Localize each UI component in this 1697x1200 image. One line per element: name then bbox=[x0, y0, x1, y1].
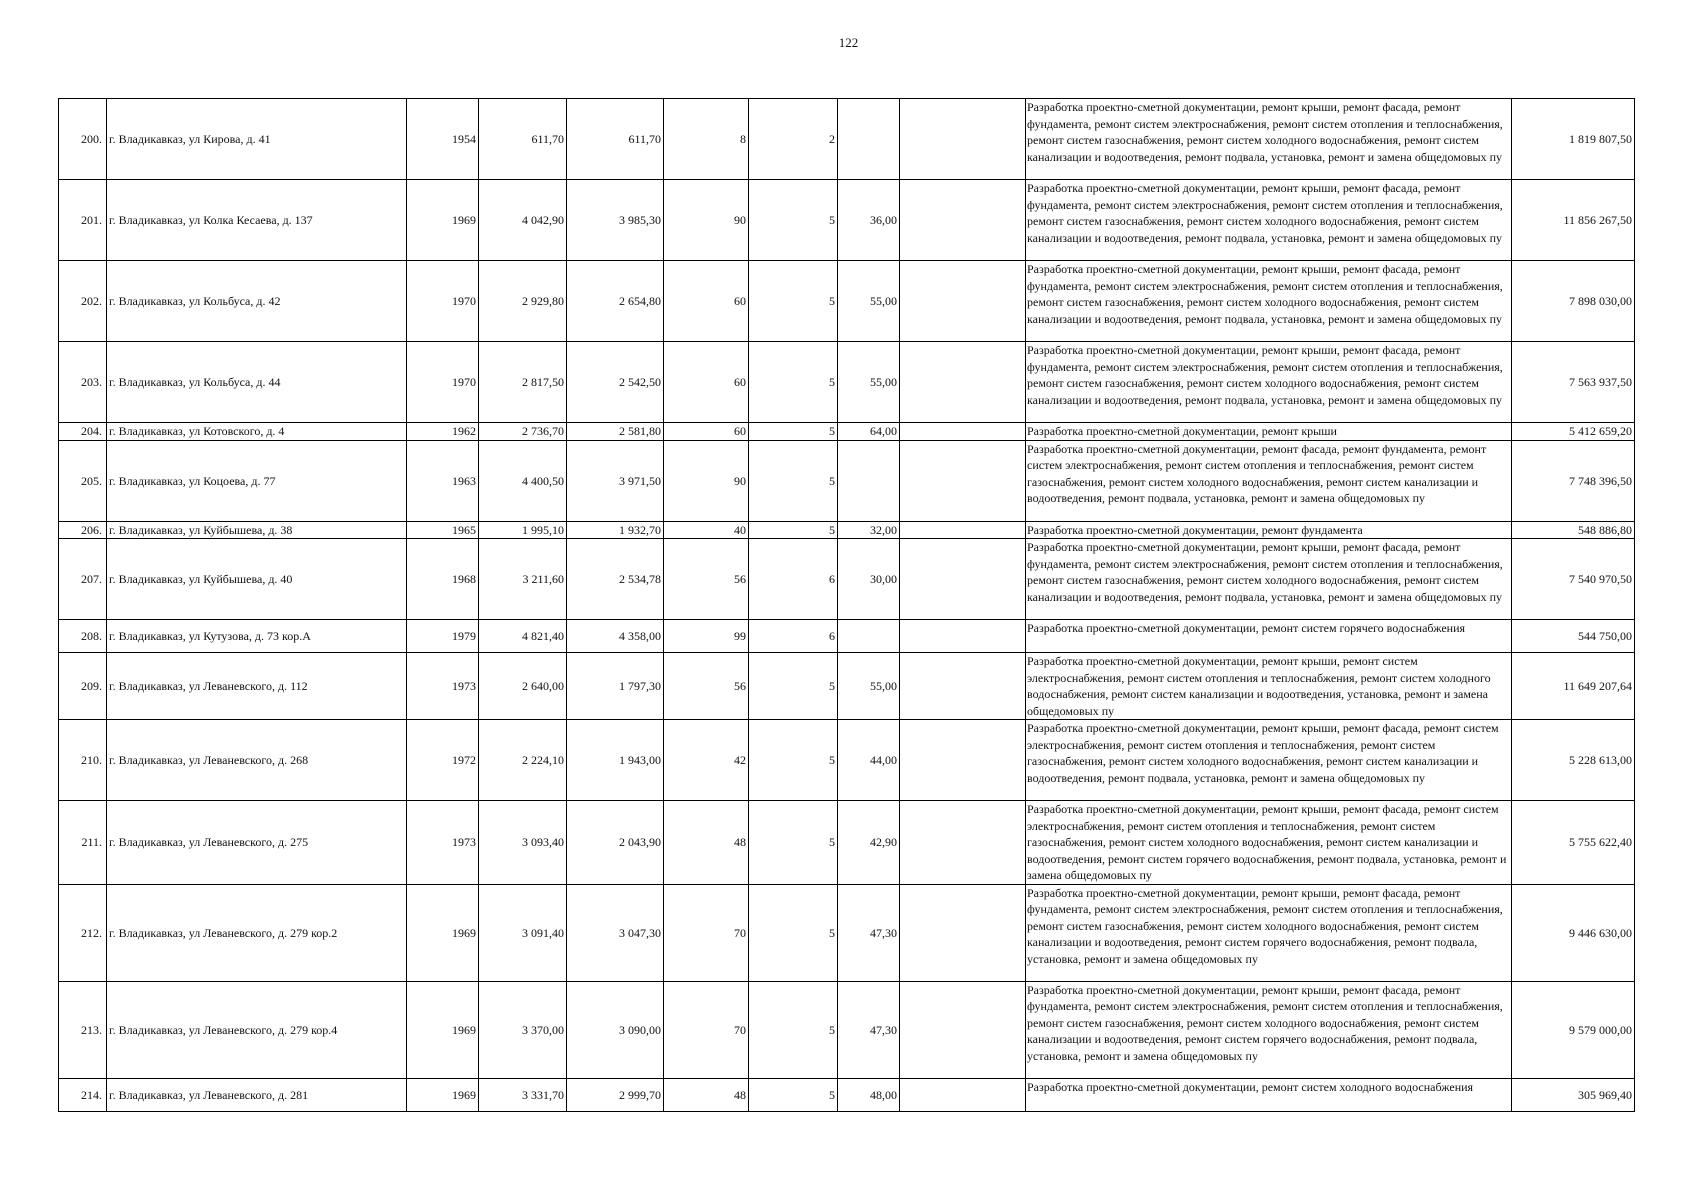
total-area-cell: 1 995,10 bbox=[479, 521, 567, 539]
address-cell: г. Владикавказ, ул Леваневского, д. 112 bbox=[107, 653, 407, 720]
repair-cost-cell: 11 649 207,64 bbox=[1512, 653, 1635, 720]
residents-count-cell: 48 bbox=[664, 801, 749, 885]
works-list-cell: Разработка проектно-сметной документации, ремонт систем холодного водоснабжения bbox=[1026, 1078, 1512, 1111]
works-list-cell: Разработка проектно-сметной документации, ремонт крыши, ремонт фасада, ремонт фундамента, ремонт систем электроснабжения, ремонт систем отопления и теплоснабжения, ремонт систем газоснабжения, ремонт систем холодного водоснабжения, ремонт систем канализации и водоотведения, ремонт подвала, установка, ремонт и замена общедомовых пу bbox=[1026, 261, 1512, 342]
repair-cost-cell: 11 856 267,50 bbox=[1512, 180, 1635, 261]
extra-value-cell bbox=[900, 521, 1026, 539]
total-area-cell: 2 224,10 bbox=[479, 720, 567, 801]
floors-count-cell: 6 bbox=[749, 539, 838, 620]
wear-percent-cell: 47,30 bbox=[838, 884, 900, 981]
row-index-cell: 209. bbox=[59, 653, 107, 720]
residents-count-cell: 99 bbox=[664, 620, 749, 653]
living-area-cell: 611,70 bbox=[567, 99, 664, 180]
address-cell: г. Владикавказ, ул Кольбуса, д. 42 bbox=[107, 261, 407, 342]
year-built-cell: 1970 bbox=[407, 342, 479, 423]
works-list-cell: Разработка проектно-сметной документации, ремонт крыши, ремонт систем электроснабжения, ремонт систем отопления и теплоснабжения, ремонт систем холодного водоснабжения, ремонт систем канализации и водоотведения, установка, ремонт и замена общедомовых пу bbox=[1026, 653, 1512, 720]
living-area-cell: 2 043,90 bbox=[567, 801, 664, 885]
living-area-cell: 3 047,30 bbox=[567, 884, 664, 981]
floors-count-cell: 5 bbox=[749, 801, 838, 885]
row-index-cell: 208. bbox=[59, 620, 107, 653]
total-area-cell: 3 091,40 bbox=[479, 884, 567, 981]
extra-value-cell bbox=[900, 801, 1026, 885]
year-built-cell: 1969 bbox=[407, 180, 479, 261]
address-cell: г. Владикавказ, ул Леваневского, д. 281 bbox=[107, 1078, 407, 1111]
table-row bbox=[59, 981, 1635, 1078]
works-list-cell: Разработка проектно-сметной документации, ремонт крыши, ремонт фасада, ремонт систем электроснабжения, ремонт систем отопления и теплоснабжения, ремонт систем газоснабжения, ремонт систем холодного водоснабжения, ремонт систем канализации и водоотведения, ремонт систем горячего водоснабжения, ремонт подвала, установка, ремонт и замена общедомовых пу bbox=[1026, 801, 1512, 885]
floors-count-cell: 2 bbox=[749, 99, 838, 180]
address-cell: г. Владикавказ, ул Леваневского, д. 279 кор.2 bbox=[107, 884, 407, 981]
address-cell: г. Владикавказ, ул Куйбышева, д. 40 bbox=[107, 539, 407, 620]
address-cell: г. Владикавказ, ул Кутузова, д. 73 кор.А bbox=[107, 620, 407, 653]
floors-count-cell: 5 bbox=[749, 884, 838, 981]
row-index-cell: 207. bbox=[59, 539, 107, 620]
total-area-cell: 4 821,40 bbox=[479, 620, 567, 653]
wear-percent-cell: 32,00 bbox=[838, 521, 900, 539]
floors-count-cell: 5 bbox=[749, 521, 838, 539]
works-list-cell: Разработка проектно-сметной документации, ремонт крыши, ремонт фасада, ремонт фундамента, ремонт систем электроснабжения, ремонт систем отопления и теплоснабжения, ремонт систем газоснабжения, ремонт систем холодного водоснабжения, ремонт систем канализации и водоотведения, ремонт систем горячего водоснабжения, ремонт подвала, установка, ремонт и замена общедомовых пу bbox=[1026, 981, 1512, 1078]
address-cell: г. Владикавказ, ул Кольбуса, д. 44 bbox=[107, 342, 407, 423]
year-built-cell: 1969 bbox=[407, 884, 479, 981]
year-built-cell: 1963 bbox=[407, 440, 479, 521]
wear-percent-cell: 47,30 bbox=[838, 981, 900, 1078]
total-area-cell: 4 400,50 bbox=[479, 440, 567, 521]
year-built-cell: 1973 bbox=[407, 653, 479, 720]
row-index-cell: 213. bbox=[59, 981, 107, 1078]
total-area-cell: 3 211,60 bbox=[479, 539, 567, 620]
row-index-cell: 212. bbox=[59, 884, 107, 981]
works-list-cell: Разработка проектно-сметной документации, ремонт крыши, ремонт фасада, ремонт фундамента, ремонт систем электроснабжения, ремонт систем отопления и теплоснабжения, ремонт систем газоснабжения, ремонт систем холодного водоснабжения, ремонт систем канализации и водоотведения, ремонт подвала, установка, ремонт и замена общедомовых пу bbox=[1026, 99, 1512, 180]
table-row bbox=[59, 884, 1635, 981]
floors-count-cell: 5 bbox=[749, 720, 838, 801]
floors-count-cell: 5 bbox=[749, 180, 838, 261]
total-area-cell: 2 640,00 bbox=[479, 653, 567, 720]
page-number: 122 bbox=[838, 35, 859, 50]
address-cell: г. Владикавказ, ул Куйбышева, д. 38 bbox=[107, 521, 407, 539]
address-cell: г. Владикавказ, ул Коцоева, д. 77 bbox=[107, 440, 407, 521]
year-built-cell: 1969 bbox=[407, 981, 479, 1078]
year-built-cell: 1968 bbox=[407, 539, 479, 620]
wear-percent-cell: 42,90 bbox=[838, 801, 900, 885]
residents-count-cell: 56 bbox=[664, 539, 749, 620]
year-built-cell: 1969 bbox=[407, 1078, 479, 1111]
works-list-cell: Разработка проектно-сметной документации, ремонт крыши, ремонт фасада, ремонт систем электроснабжения, ремонт систем отопления и теплоснабжения, ремонт систем газоснабжения, ремонт систем холодного водоснабжения, ремонт систем канализации и водоотведения, ремонт подвала, установка, ремонт и замена общедомовых пу bbox=[1026, 720, 1512, 801]
works-list-cell: Разработка проектно-сметной документации, ремонт крыши, ремонт фасада, ремонт фундамента, ремонт систем электроснабжения, ремонт систем отопления и теплоснабжения, ремонт систем газоснабжения, ремонт систем холодного водоснабжения, ремонт систем канализации и водоотведения, ремонт подвала, установка, ремонт и замена общедомовых пу bbox=[1026, 539, 1512, 620]
wear-percent-cell: 48,00 bbox=[838, 1078, 900, 1111]
living-area-cell: 4 358,00 bbox=[567, 620, 664, 653]
works-list-cell: Разработка проектно-сметной документации, ремонт крыши bbox=[1026, 423, 1512, 441]
repair-cost-cell: 5 228 613,00 bbox=[1512, 720, 1635, 801]
table-row bbox=[59, 440, 1635, 521]
repair-cost-cell: 7 563 937,50 bbox=[1512, 342, 1635, 423]
residents-count-cell: 60 bbox=[664, 423, 749, 441]
wear-percent-cell bbox=[838, 620, 900, 653]
table-row bbox=[59, 521, 1635, 539]
floors-count-cell: 5 bbox=[749, 423, 838, 441]
extra-value-cell bbox=[900, 261, 1026, 342]
address-cell: г. Владикавказ, ул Котовского, д. 4 bbox=[107, 423, 407, 441]
row-index-cell: 202. bbox=[59, 261, 107, 342]
residents-count-cell: 42 bbox=[664, 720, 749, 801]
table-row bbox=[59, 720, 1635, 801]
repair-cost-cell: 544 750,00 bbox=[1512, 620, 1635, 653]
row-index-cell: 205. bbox=[59, 440, 107, 521]
extra-value-cell bbox=[900, 440, 1026, 521]
address-cell: г. Владикавказ, ул Леваневского, д. 279 кор.4 bbox=[107, 981, 407, 1078]
residents-count-cell: 60 bbox=[664, 342, 749, 423]
works-list-cell: Разработка проектно-сметной документации, ремонт фасада, ремонт фундамента, ремонт систем электроснабжения, ремонт систем отопления и теплоснабжения, ремонт систем газоснабжения, ремонт систем холодного водоснабжения, ремонт систем канализации и водоотведения, ремонт подвала, установка, ремонт и замена общедомовых пу bbox=[1026, 440, 1512, 521]
floors-count-cell: 5 bbox=[749, 981, 838, 1078]
repair-cost-cell: 5 412 659,20 bbox=[1512, 423, 1635, 441]
residents-count-cell: 56 bbox=[664, 653, 749, 720]
extra-value-cell bbox=[900, 720, 1026, 801]
living-area-cell: 1 932,70 bbox=[567, 521, 664, 539]
row-index-cell: 214. bbox=[59, 1078, 107, 1111]
year-built-cell: 1970 bbox=[407, 261, 479, 342]
repair-cost-cell: 9 446 630,00 bbox=[1512, 884, 1635, 981]
repair-cost-cell: 548 886,80 bbox=[1512, 521, 1635, 539]
works-list-cell: Разработка проектно-сметной документации, ремонт крыши, ремонт фасада, ремонт фундамента, ремонт систем электроснабжения, ремонт систем отопления и теплоснабжения, ремонт систем газоснабжения, ремонт систем холодного водоснабжения, ремонт систем канализации и водоотведения, ремонт подвала, установка, ремонт и замена общедомовых пу bbox=[1026, 342, 1512, 423]
year-built-cell: 1972 bbox=[407, 720, 479, 801]
extra-value-cell bbox=[900, 180, 1026, 261]
year-built-cell: 1954 bbox=[407, 99, 479, 180]
address-cell: г. Владикавказ, ул Кирова, д. 41 bbox=[107, 99, 407, 180]
repair-cost-cell: 7 748 396,50 bbox=[1512, 440, 1635, 521]
total-area-cell: 2 736,70 bbox=[479, 423, 567, 441]
residents-count-cell: 70 bbox=[664, 981, 749, 1078]
year-built-cell: 1979 bbox=[407, 620, 479, 653]
table-row bbox=[59, 99, 1635, 180]
table-row bbox=[59, 423, 1635, 441]
year-built-cell: 1965 bbox=[407, 521, 479, 539]
residents-count-cell: 40 bbox=[664, 521, 749, 539]
total-area-cell: 2 817,50 bbox=[479, 342, 567, 423]
residents-count-cell: 48 bbox=[664, 1078, 749, 1111]
repair-cost-cell: 7 540 970,50 bbox=[1512, 539, 1635, 620]
total-area-cell: 4 042,90 bbox=[479, 180, 567, 261]
repair-cost-cell: 5 755 622,40 bbox=[1512, 801, 1635, 885]
table-row bbox=[59, 1078, 1635, 1111]
table-row bbox=[59, 539, 1635, 620]
extra-value-cell bbox=[900, 620, 1026, 653]
year-built-cell: 1962 bbox=[407, 423, 479, 441]
living-area-cell: 2 542,50 bbox=[567, 342, 664, 423]
extra-value-cell bbox=[900, 653, 1026, 720]
address-cell: г. Владикавказ, ул Колка Кесаева, д. 137 bbox=[107, 180, 407, 261]
wear-percent-cell: 64,00 bbox=[838, 423, 900, 441]
residents-count-cell: 90 bbox=[664, 180, 749, 261]
row-index-cell: 200. bbox=[59, 99, 107, 180]
works-list-cell: Разработка проектно-сметной документации, ремонт фундамента bbox=[1026, 521, 1512, 539]
wear-percent-cell bbox=[838, 440, 900, 521]
works-list-cell: Разработка проектно-сметной документации, ремонт крыши, ремонт фасада, ремонт фундамента, ремонт систем электроснабжения, ремонт систем отопления и теплоснабжения, ремонт систем газоснабжения, ремонт систем холодного водоснабжения, ремонт систем канализации и водоотведения, ремонт подвала, установка, ремонт и замена общедомовых пу bbox=[1026, 180, 1512, 261]
wear-percent-cell: 55,00 bbox=[838, 653, 900, 720]
year-built-cell: 1973 bbox=[407, 801, 479, 885]
table-row bbox=[59, 653, 1635, 720]
floors-count-cell: 5 bbox=[749, 261, 838, 342]
row-index-cell: 211. bbox=[59, 801, 107, 885]
total-area-cell: 3 331,70 bbox=[479, 1078, 567, 1111]
living-area-cell: 2 999,70 bbox=[567, 1078, 664, 1111]
floors-count-cell: 6 bbox=[749, 620, 838, 653]
address-cell: г. Владикавказ, ул Леваневского, д. 275 bbox=[107, 801, 407, 885]
table-row bbox=[59, 801, 1635, 885]
row-index-cell: 204. bbox=[59, 423, 107, 441]
address-cell: г. Владикавказ, ул Леваневского, д. 268 bbox=[107, 720, 407, 801]
floors-count-cell: 5 bbox=[749, 440, 838, 521]
residents-count-cell: 60 bbox=[664, 261, 749, 342]
works-list-cell: Разработка проектно-сметной документации, ремонт систем горячего водоснабжения bbox=[1026, 620, 1512, 653]
wear-percent-cell: 55,00 bbox=[838, 342, 900, 423]
extra-value-cell bbox=[900, 981, 1026, 1078]
living-area-cell: 1 797,30 bbox=[567, 653, 664, 720]
extra-value-cell bbox=[900, 539, 1026, 620]
extra-value-cell bbox=[900, 1078, 1026, 1111]
table-row bbox=[59, 342, 1635, 423]
row-index-cell: 210. bbox=[59, 720, 107, 801]
floors-count-cell: 5 bbox=[749, 342, 838, 423]
floors-count-cell: 5 bbox=[749, 653, 838, 720]
total-area-cell: 2 929,80 bbox=[479, 261, 567, 342]
wear-percent-cell: 44,00 bbox=[838, 720, 900, 801]
row-index-cell: 203. bbox=[59, 342, 107, 423]
living-area-cell: 3 090,00 bbox=[567, 981, 664, 1078]
row-index-cell: 201. bbox=[59, 180, 107, 261]
residents-count-cell: 70 bbox=[664, 884, 749, 981]
extra-value-cell bbox=[900, 99, 1026, 180]
repair-program-table bbox=[58, 98, 1635, 1112]
residents-count-cell: 8 bbox=[664, 99, 749, 180]
extra-value-cell bbox=[900, 423, 1026, 441]
living-area-cell: 3 985,30 bbox=[567, 180, 664, 261]
residents-count-cell: 90 bbox=[664, 440, 749, 521]
living-area-cell: 2 654,80 bbox=[567, 261, 664, 342]
row-index-cell: 206. bbox=[59, 521, 107, 539]
living-area-cell: 3 971,50 bbox=[567, 440, 664, 521]
living-area-cell: 1 943,00 bbox=[567, 720, 664, 801]
living-area-cell: 2 534,78 bbox=[567, 539, 664, 620]
total-area-cell: 3 370,00 bbox=[479, 981, 567, 1078]
table-row bbox=[59, 620, 1635, 653]
total-area-cell: 611,70 bbox=[479, 99, 567, 180]
repair-cost-cell: 9 579 000,00 bbox=[1512, 981, 1635, 1078]
wear-percent-cell bbox=[838, 99, 900, 180]
wear-percent-cell: 55,00 bbox=[838, 261, 900, 342]
repair-cost-cell: 7 898 030,00 bbox=[1512, 261, 1635, 342]
table-row bbox=[59, 180, 1635, 261]
table-row bbox=[59, 261, 1635, 342]
wear-percent-cell: 36,00 bbox=[838, 180, 900, 261]
repair-cost-cell: 305 969,40 bbox=[1512, 1078, 1635, 1111]
works-list-cell: Разработка проектно-сметной документации, ремонт крыши, ремонт фасада, ремонт фундамента, ремонт систем электроснабжения, ремонт систем отопления и теплоснабжения, ремонт систем газоснабжения, ремонт систем холодного водоснабжения, ремонт систем канализации и водоотведения, ремонт систем горячего водоснабжения, ремонт подвала, установка, ремонт и замена общедомовых пу bbox=[1026, 884, 1512, 981]
repair-cost-cell: 1 819 807,50 bbox=[1512, 99, 1635, 180]
living-area-cell: 2 581,80 bbox=[567, 423, 664, 441]
extra-value-cell bbox=[900, 342, 1026, 423]
total-area-cell: 3 093,40 bbox=[479, 801, 567, 885]
extra-value-cell bbox=[900, 884, 1026, 981]
floors-count-cell: 5 bbox=[749, 1078, 838, 1111]
wear-percent-cell: 30,00 bbox=[838, 539, 900, 620]
